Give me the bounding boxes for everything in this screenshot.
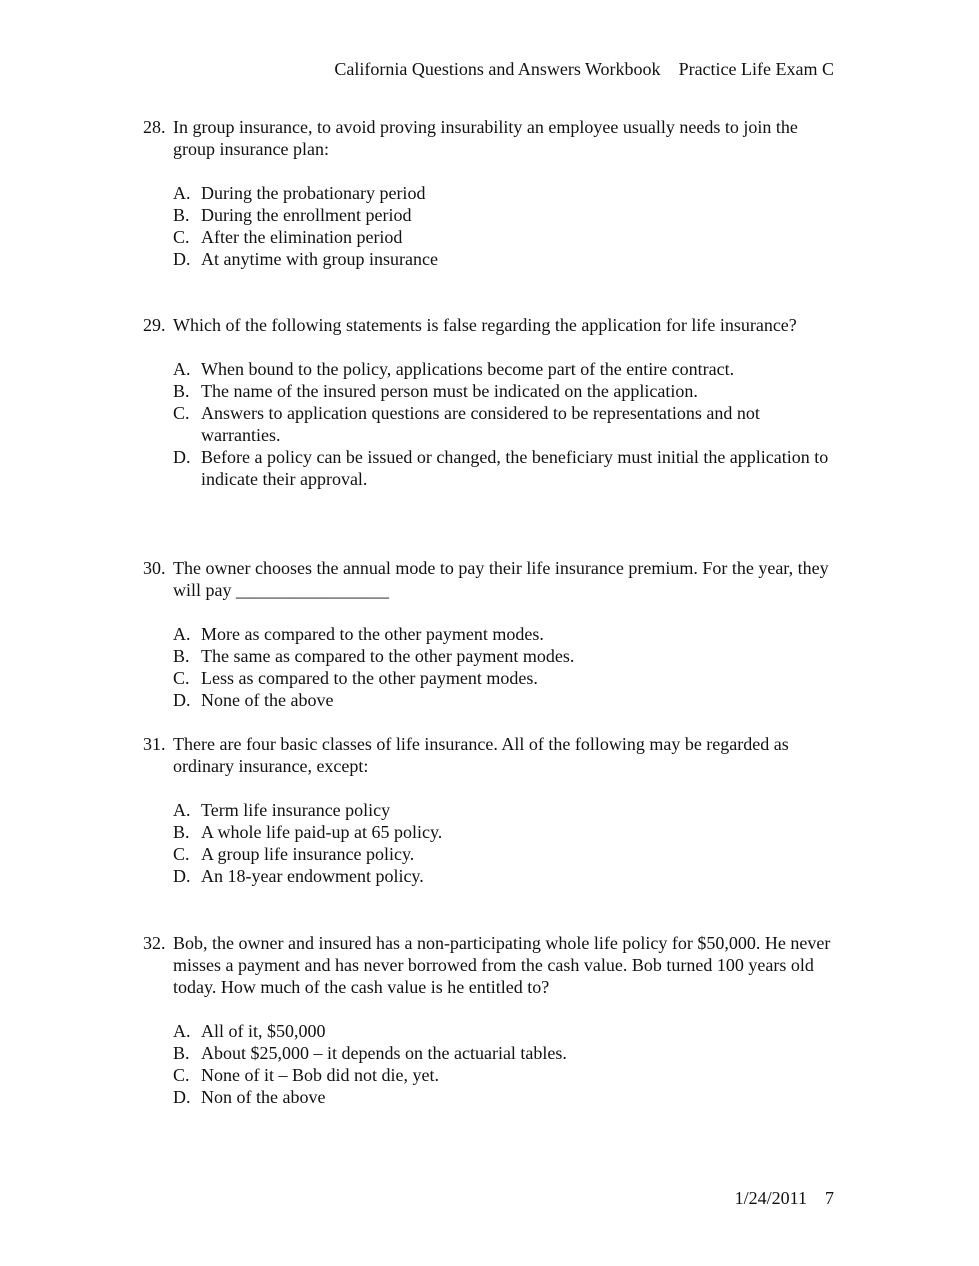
- question-text: There are four basic classes of life insurance. All of the following may be regarded as ordinary insurance, except:: [173, 734, 789, 776]
- option-letter: D.: [173, 1087, 191, 1107]
- option-a: [173, 799, 843, 821]
- question-number: 29.: [143, 315, 166, 335]
- question-number: 32.: [143, 933, 166, 953]
- question-text: Bob, the owner and insured has a non-participating whole life policy for $50,000. He never misses a payment and has never borrowed from the cash value. Bob turned 100 years old today. How much of the cash value is he entitled to?: [173, 933, 831, 997]
- option-text: At anytime with group insurance: [201, 249, 438, 269]
- option-letter: B.: [173, 646, 190, 666]
- option-d: [173, 689, 843, 711]
- option-letter: B.: [173, 205, 190, 225]
- option-letter: A.: [173, 359, 191, 379]
- exam-title: Practice Life Exam C: [678, 59, 834, 79]
- question-text: Which of the following statements is false regarding the application for life insurance?: [173, 315, 797, 335]
- option-letter: D.: [173, 249, 191, 269]
- page-footer: [735, 1187, 834, 1209]
- option-text: Term life insurance policy: [201, 800, 391, 820]
- option-a: [173, 182, 843, 204]
- option-text: All of it, $50,000: [201, 1021, 326, 1041]
- option-letter: B.: [173, 381, 190, 401]
- option-letter: D.: [173, 866, 191, 886]
- question-text: The owner chooses the annual mode to pay their life insurance premium. For the year, they will pay _________________: [173, 558, 829, 600]
- option-d: [173, 248, 843, 270]
- page-number: 7: [825, 1188, 834, 1208]
- option-text: During the enrollment period: [201, 205, 412, 225]
- option-letter: D.: [173, 447, 191, 467]
- option-letter: D.: [173, 690, 191, 710]
- question-text: In group insurance, to avoid proving insurability an employee usually needs to join the group insurance plan:: [173, 117, 798, 159]
- option-c: [173, 226, 843, 248]
- option-letter: C.: [173, 1065, 190, 1085]
- option-letter: A.: [173, 800, 191, 820]
- footer-date: 1/24/2011: [734, 1188, 807, 1208]
- option-b: [173, 645, 843, 667]
- option-text: A whole life paid-up at 65 policy.: [201, 822, 443, 842]
- option-a: [173, 1020, 843, 1042]
- option-b: [173, 821, 843, 843]
- option-a: [173, 623, 843, 645]
- option-c: [173, 843, 843, 865]
- answer-options: [173, 623, 843, 711]
- question-29: [143, 314, 843, 490]
- option-letter: C.: [173, 227, 190, 247]
- option-text: Answers to application questions are considered to be representations and not warranties.: [201, 403, 760, 445]
- workbook-title: California Questions and Answers Workbook: [334, 59, 661, 79]
- option-c: [173, 1064, 843, 1086]
- option-text: About $25,000 – it depends on the actuarial tables.: [201, 1043, 567, 1063]
- option-b: [173, 204, 843, 226]
- option-text: A group life insurance policy.: [201, 844, 415, 864]
- question-number: 31.: [143, 734, 166, 754]
- option-a: [173, 358, 843, 380]
- option-text: During the probationary period: [201, 183, 426, 203]
- option-text: The same as compared to the other payment modes.: [201, 646, 575, 666]
- option-c: [173, 402, 843, 446]
- option-b: [173, 1042, 843, 1064]
- option-text: An 18-year endowment policy.: [201, 866, 424, 886]
- option-letter: A.: [173, 183, 191, 203]
- option-text: None of the above: [201, 690, 334, 710]
- option-letter: B.: [173, 1043, 190, 1063]
- option-text: None of it – Bob did not die, yet.: [201, 1065, 439, 1085]
- question-31: [143, 733, 843, 887]
- answer-options: [173, 182, 843, 270]
- question-number: 28.: [143, 117, 166, 137]
- option-text: More as compared to the other payment modes.: [201, 624, 544, 644]
- page-header: [334, 58, 834, 80]
- option-b: [173, 380, 843, 402]
- option-d: [173, 865, 843, 887]
- option-letter: A.: [173, 1021, 191, 1041]
- option-d: [173, 1086, 843, 1108]
- answer-options: [173, 1020, 843, 1108]
- option-text: Non of the above: [201, 1087, 326, 1107]
- option-letter: C.: [173, 403, 190, 423]
- option-text: When bound to the policy, applications become part of the entire contract.: [201, 359, 735, 379]
- option-text: After the elimination period: [201, 227, 403, 247]
- question-number: 30.: [143, 558, 166, 578]
- option-letter: A.: [173, 624, 191, 644]
- answer-options: [173, 358, 843, 490]
- option-letter: C.: [173, 668, 190, 688]
- option-letter: B.: [173, 822, 190, 842]
- question-32: [143, 932, 843, 1108]
- question-28: [143, 116, 843, 270]
- option-c: [173, 667, 843, 689]
- option-text: Before a policy can be issued or changed, the beneficiary must initial the application to indicate their approval.: [201, 447, 829, 489]
- option-text: Less as compared to the other payment modes.: [201, 668, 538, 688]
- option-d: [173, 446, 843, 490]
- option-letter: C.: [173, 844, 190, 864]
- answer-options: [173, 799, 843, 887]
- question-30: [143, 557, 843, 711]
- option-text: The name of the insured person must be indicated on the application.: [201, 381, 698, 401]
